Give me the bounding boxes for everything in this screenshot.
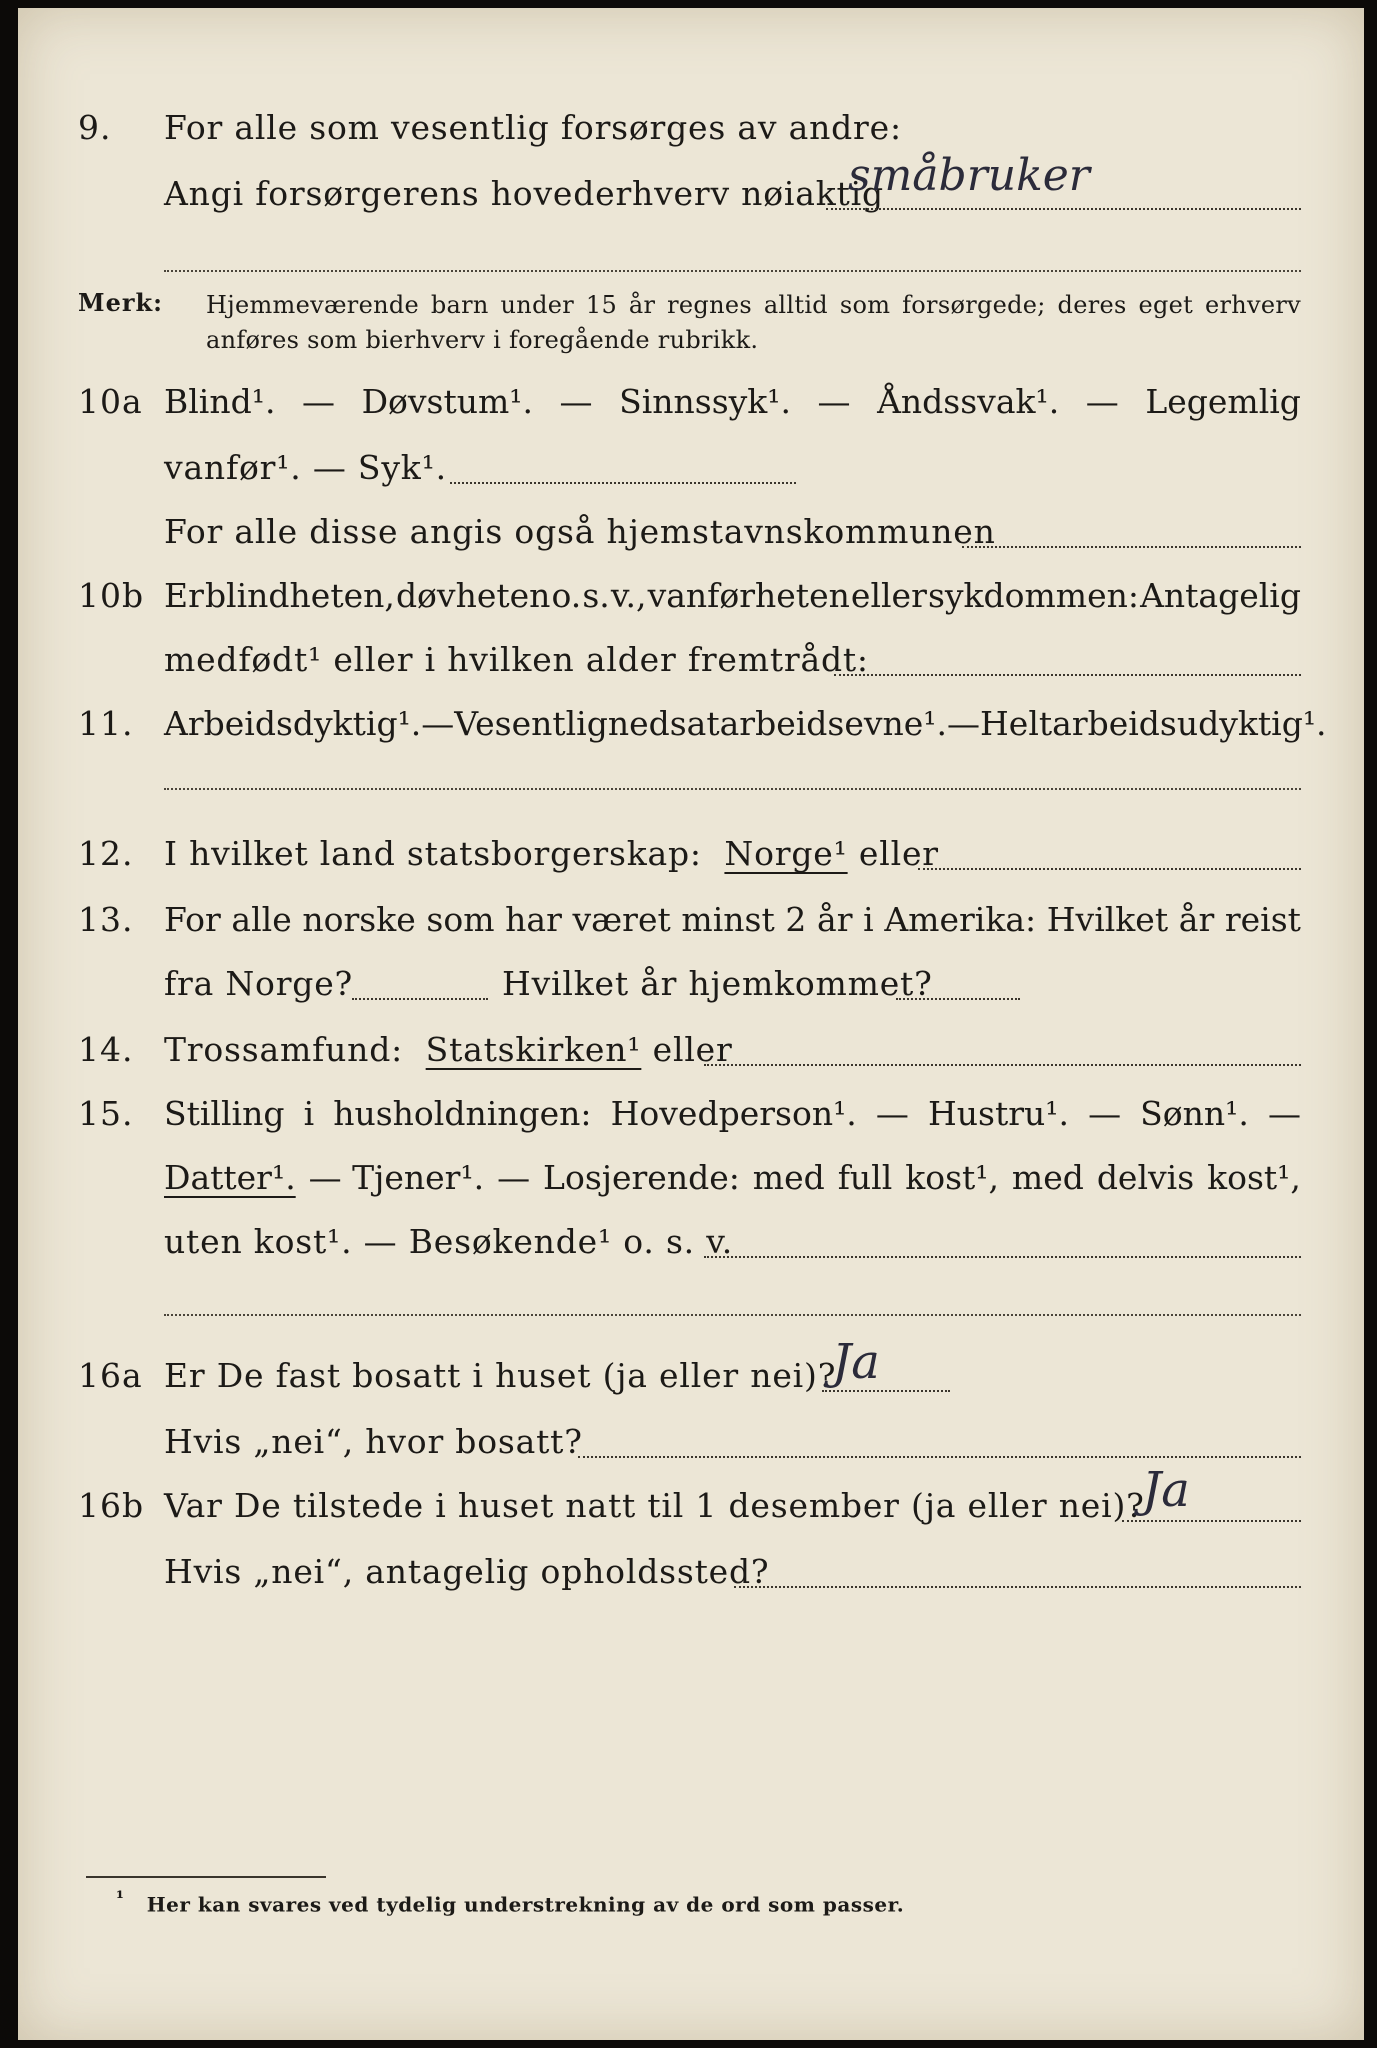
word: full bbox=[837, 1158, 893, 1197]
word: i bbox=[863, 900, 874, 939]
question-text bbox=[164, 900, 1301, 939]
question-9 bbox=[18, 108, 1364, 168]
question-12 bbox=[18, 834, 1364, 894]
dash: — bbox=[817, 382, 851, 421]
answer-line[interactable] bbox=[450, 482, 796, 484]
question-number: 10b bbox=[78, 576, 145, 615]
question-9-line-2 bbox=[18, 150, 1364, 234]
answer-line[interactable] bbox=[704, 1064, 1301, 1066]
question-text: Hvis „nei“, hvor bosatt? bbox=[164, 1422, 583, 1461]
handwritten-answer: Ja bbox=[1142, 1462, 1190, 1518]
dash: — bbox=[875, 1094, 909, 1133]
question-text bbox=[164, 704, 1327, 743]
word: Amerika: bbox=[884, 900, 1037, 939]
question-text bbox=[164, 1158, 1301, 1197]
question-text bbox=[164, 834, 939, 873]
option-hovedperson: Hovedperson¹. bbox=[610, 1094, 857, 1133]
answer-line-reist[interactable] bbox=[352, 998, 488, 1000]
question-16a bbox=[18, 1334, 1364, 1416]
word: Hvilket bbox=[1046, 900, 1169, 939]
word: Antagelig bbox=[1140, 576, 1301, 615]
census-form-page bbox=[18, 8, 1364, 2040]
footnote bbox=[116, 1888, 904, 1917]
word: reist bbox=[1224, 900, 1301, 939]
underlined-answer-datter: Datter¹. bbox=[164, 1158, 296, 1197]
question-text: uten kost¹. — Besøkende¹ o. s. v. bbox=[164, 1222, 734, 1261]
question-text bbox=[164, 382, 1301, 421]
question-10a bbox=[18, 382, 1364, 442]
question-text bbox=[164, 1094, 1301, 1133]
merk-note bbox=[18, 288, 1364, 368]
question-14 bbox=[18, 1030, 1364, 1090]
option-tjener: — Tjener¹. bbox=[308, 1158, 485, 1197]
word: døvheten bbox=[395, 576, 551, 615]
blank-answer-line[interactable] bbox=[164, 788, 1301, 790]
word: v., bbox=[610, 576, 647, 615]
option-dovstum: Døvstum¹. bbox=[361, 382, 533, 421]
answer-line[interactable] bbox=[834, 674, 1301, 676]
footnote-text: Her kan svares ved tydelig understrekning av de ord som passer. bbox=[146, 1892, 905, 1917]
word: vanførheten bbox=[647, 576, 850, 615]
word: alle bbox=[231, 900, 292, 939]
question-prompt: Trossamfund: bbox=[164, 1030, 404, 1069]
option-blind: Blind¹. bbox=[164, 382, 276, 421]
word: Er bbox=[164, 576, 204, 615]
question-10a-line-3 bbox=[18, 512, 1364, 572]
option-hustru: Hustru¹. bbox=[927, 1094, 1069, 1133]
question-15-line-2 bbox=[18, 1158, 1364, 1218]
word: været bbox=[572, 900, 671, 939]
question-text: fra Norge? bbox=[164, 964, 354, 1003]
question-text: Angi forsørgerens hovederhverv nøiaktig bbox=[164, 174, 884, 213]
handwritten-answer: Ja bbox=[832, 1334, 880, 1390]
word: år bbox=[1178, 900, 1215, 939]
word: husholdningen: bbox=[333, 1094, 592, 1133]
answer-line[interactable] bbox=[1122, 1520, 1301, 1522]
footnote-divider bbox=[86, 1876, 326, 1878]
question-text: Hvis „nei“, antagelig opholdssted? bbox=[164, 1552, 770, 1591]
option-sonn: Sønn¹. bbox=[1140, 1094, 1249, 1133]
word: s. bbox=[582, 576, 610, 615]
question-text bbox=[164, 576, 1301, 615]
question-text: For alle disse angis også hjemstavnskommunen bbox=[164, 512, 996, 551]
answer-line[interactable] bbox=[578, 1456, 1301, 1458]
question-text: vanfør¹. — Syk¹. bbox=[164, 448, 447, 487]
question-10b-line-2 bbox=[18, 640, 1364, 700]
question-number: 10a bbox=[78, 382, 143, 421]
question-text: Var De tilstede i huset natt til 1 desember (ja eller nei)? bbox=[164, 1486, 1145, 1525]
answer-line[interactable] bbox=[826, 208, 1301, 210]
question-10a-line-2 bbox=[18, 448, 1364, 508]
question-number: 16b bbox=[78, 1486, 145, 1525]
word: Vesentlig bbox=[454, 704, 608, 743]
word: eller bbox=[850, 576, 927, 615]
question-prompt: I hvilket land statsborgerskap: bbox=[164, 834, 702, 873]
note-label: Merk: bbox=[78, 288, 163, 317]
word: For bbox=[164, 900, 221, 939]
word: Stilling bbox=[164, 1094, 285, 1133]
footnote-marker: ¹ bbox=[116, 1888, 125, 1909]
option-arbeidsudyktig: arbeidsudyktig¹. bbox=[1052, 704, 1327, 743]
question-16b bbox=[18, 1462, 1364, 1546]
question-number: 9. bbox=[78, 108, 112, 147]
question-text: medfødt¹ eller i hvilken alder fremtrådt: bbox=[164, 640, 869, 679]
underlined-answer-statskirken: Statskirken¹ bbox=[425, 1030, 642, 1069]
word-eller: eller bbox=[652, 1030, 733, 1069]
question-13 bbox=[18, 900, 1364, 960]
question-13-line-2 bbox=[18, 964, 1364, 1024]
question-10b bbox=[18, 576, 1364, 636]
question-number: 12. bbox=[78, 834, 134, 873]
option-nedsat-arbeidsevne: arbeidsevne¹. bbox=[719, 704, 948, 743]
word: blindheten, bbox=[204, 576, 395, 615]
answer-line[interactable] bbox=[734, 1586, 1301, 1588]
option-andssvak: Åndssvak¹. bbox=[877, 382, 1060, 421]
option-sinnssyk: Sinnssyk¹. bbox=[619, 382, 791, 421]
word: som bbox=[426, 900, 495, 939]
word: o. bbox=[551, 576, 582, 615]
answer-line[interactable] bbox=[962, 546, 1301, 548]
note-text: Hjemmeværende barn under 15 år regnes alltid som forsørgede; deres eget erhverv anføres som bierhverv i foregående rubrikk. bbox=[206, 291, 1301, 354]
word: nedsat bbox=[607, 704, 720, 743]
blank-answer-line[interactable] bbox=[164, 270, 1301, 272]
word: 2 bbox=[785, 900, 807, 939]
dash: — bbox=[497, 1158, 531, 1197]
question-15-line-3 bbox=[18, 1222, 1364, 1282]
word: med bbox=[752, 1158, 825, 1197]
dash: — bbox=[1085, 382, 1119, 421]
dash: — bbox=[302, 382, 336, 421]
word: har bbox=[505, 900, 562, 939]
dash: — bbox=[1267, 1094, 1301, 1133]
word: norske bbox=[302, 900, 416, 939]
question-number: 14. bbox=[78, 1030, 134, 1069]
word: år bbox=[817, 900, 853, 939]
question-11 bbox=[18, 704, 1364, 764]
dash: — bbox=[947, 704, 981, 743]
word: med bbox=[1011, 1158, 1084, 1197]
question-number: 15. bbox=[78, 1094, 134, 1133]
word: minst bbox=[681, 900, 775, 939]
word: delvis bbox=[1096, 1158, 1195, 1197]
handwritten-answer: småbruker bbox=[848, 150, 1090, 201]
question-number: 11. bbox=[78, 704, 134, 743]
question-16b-line-2 bbox=[18, 1552, 1364, 1612]
word: sykdommen: bbox=[927, 576, 1139, 615]
option-legemlig: Legemlig bbox=[1145, 382, 1301, 421]
question-number: 13. bbox=[78, 900, 134, 939]
question-15 bbox=[18, 1094, 1364, 1154]
word-eller: eller bbox=[858, 834, 939, 873]
word: kost¹, bbox=[905, 1158, 999, 1197]
question-text: Er De fast bosatt i huset (ja eller nei)? bbox=[164, 1356, 837, 1395]
answer-line[interactable] bbox=[704, 1256, 1301, 1258]
word: i bbox=[303, 1094, 315, 1133]
question-number: 16a bbox=[78, 1356, 143, 1395]
dash: — bbox=[1088, 1094, 1122, 1133]
word: Losjerende: bbox=[543, 1158, 740, 1197]
underlined-answer-norge: Norge¹ bbox=[724, 834, 848, 873]
word: kost¹, bbox=[1207, 1158, 1301, 1197]
word: Helt bbox=[980, 704, 1053, 743]
option-arbeidsdyktig: Arbeidsdyktig¹. bbox=[164, 704, 422, 743]
blank-answer-line[interactable] bbox=[164, 1314, 1301, 1316]
dash: — bbox=[559, 382, 593, 421]
question-text bbox=[164, 1030, 733, 1069]
dash: — bbox=[421, 704, 455, 743]
answer-line[interactable] bbox=[918, 868, 1301, 870]
answer-line[interactable] bbox=[822, 1390, 950, 1392]
answer-line-hjemkommet[interactable] bbox=[896, 998, 1020, 1000]
question-text: For alle som vesentlig forsørges av andre: bbox=[164, 108, 902, 147]
question-text: Hvilket år hjemkommet? bbox=[502, 964, 933, 1003]
